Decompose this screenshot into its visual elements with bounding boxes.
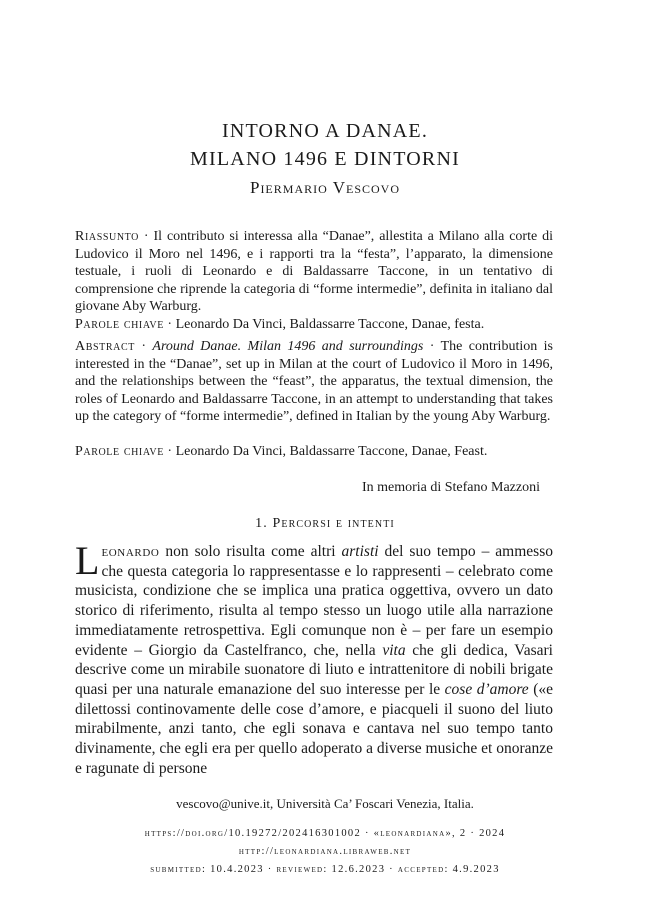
abstract-title: Around Danae. Milan 1496 and surroundings (152, 339, 424, 354)
first-word: eonardo (101, 543, 160, 560)
keywords-en-text: Leonardo Da Vinci, Baldassarre Taccone, Danae, Feast. (175, 444, 488, 459)
body-paragraph (75, 538, 553, 778)
dedication: In memoria di Stefano Mazzoni (361, 480, 540, 495)
abstract-block (75, 338, 553, 426)
author-name: Piermario Vescovo (249, 178, 400, 197)
section-heading: 1. Percorsi e intenti (255, 516, 395, 531)
separator: · (139, 229, 154, 244)
keywords-en-label: Parole chiave (75, 444, 164, 459)
riassunto-block (75, 228, 553, 316)
keywords-it-label: Parole chiave (75, 317, 164, 332)
body-italic: cose d’amore (444, 680, 529, 698)
body-text: («e dilettossi continovamente delle cose d’amore, e piacqueli il suono del liuto mirabilmente, anzi tanto, che egli sonava e cantava nel suo tempo tanto divinamente, che egli era per quello adoperato a diverse musiche et onoranze e ragunate di persone (75, 680, 553, 777)
separator: · (423, 339, 441, 354)
body-text: non solo risulta come altri (159, 543, 342, 560)
separator: · (134, 339, 153, 354)
riassunto-text: Il contributo si interessa alla “Danae”, allestita a Milano alla corte di Ludovico il Moro nel 1496, e i rapporti tra la “festa”, l’apparato, la dimensione testuale, i ruoli di Leonardo e di Baldassarre Taccone, in un tentativo di comprensione che riprende la categoria di “forme intermedie”, definita in italiano dal giovane Aby Warburg. (75, 229, 553, 315)
body-italic: vita (382, 641, 406, 659)
keywords-it-text: Leonardo Da Vinci, Baldassarre Taccone, Danae, festa. (175, 317, 485, 332)
body-text: che gli dedica, Vasari descrive come un mirabile suonatore di liuto e intrattenitore di nobili brigate quasi per una naturale emanazione del suo interesse per le (75, 641, 553, 698)
body-text: del suo tempo – ammesso che questa categoria lo rappresentasse e lo rappresenti – celebrato come musicista, condizione che se implica una pratica oggettiva, ovvero un dato storico di riferimento, risulta al tempo stesso un luogo utile alla narrazione immediatamente retrospettiva. Egli comunque non è – per fare un esempio evidente – Giorgio da Castelfranco, che, nella (75, 543, 553, 659)
abstract-text: The contribution is interested in the “Danae”, set up in Milan at the court of Ludovico il Moro in 1496, and the relationships between the “feast”, the apparatus, the textual dimension, the roles of Leonardo and Baldassarre Taccone, in an attempt to understanding that takes up the category of “forme intermedie”, defined in Italian by the young Aby Warburg. (75, 339, 553, 425)
footer-website: http://leonardiana.libraweb.net (238, 846, 412, 857)
separator: · (163, 444, 176, 459)
abstract-label: Abstract (75, 339, 135, 354)
footer-doi: https://doi.org/10.19272/202416301002 · «leonardiana», 2 · 2024 (144, 828, 506, 839)
separator: · (163, 317, 176, 332)
keywords-it-block (75, 316, 553, 334)
title-line-2: MILANO 1496 E DINTORNI (190, 148, 460, 170)
body-italic: artisti (341, 543, 379, 560)
author-contact: vescovo@unive.it, Università Ca’ Foscari Venezia, Italia. (176, 796, 474, 811)
keywords-en-block (75, 443, 553, 461)
footer-dates: submitted: 10.4.2023 · reviewed: 12.6.2023 · accepted: 4.9.2023 (150, 864, 500, 875)
riassunto-label: Riassunto (75, 229, 140, 244)
dropcap: L (75, 538, 100, 583)
title-line-1: INTORNO A DANAE. (221, 120, 429, 142)
